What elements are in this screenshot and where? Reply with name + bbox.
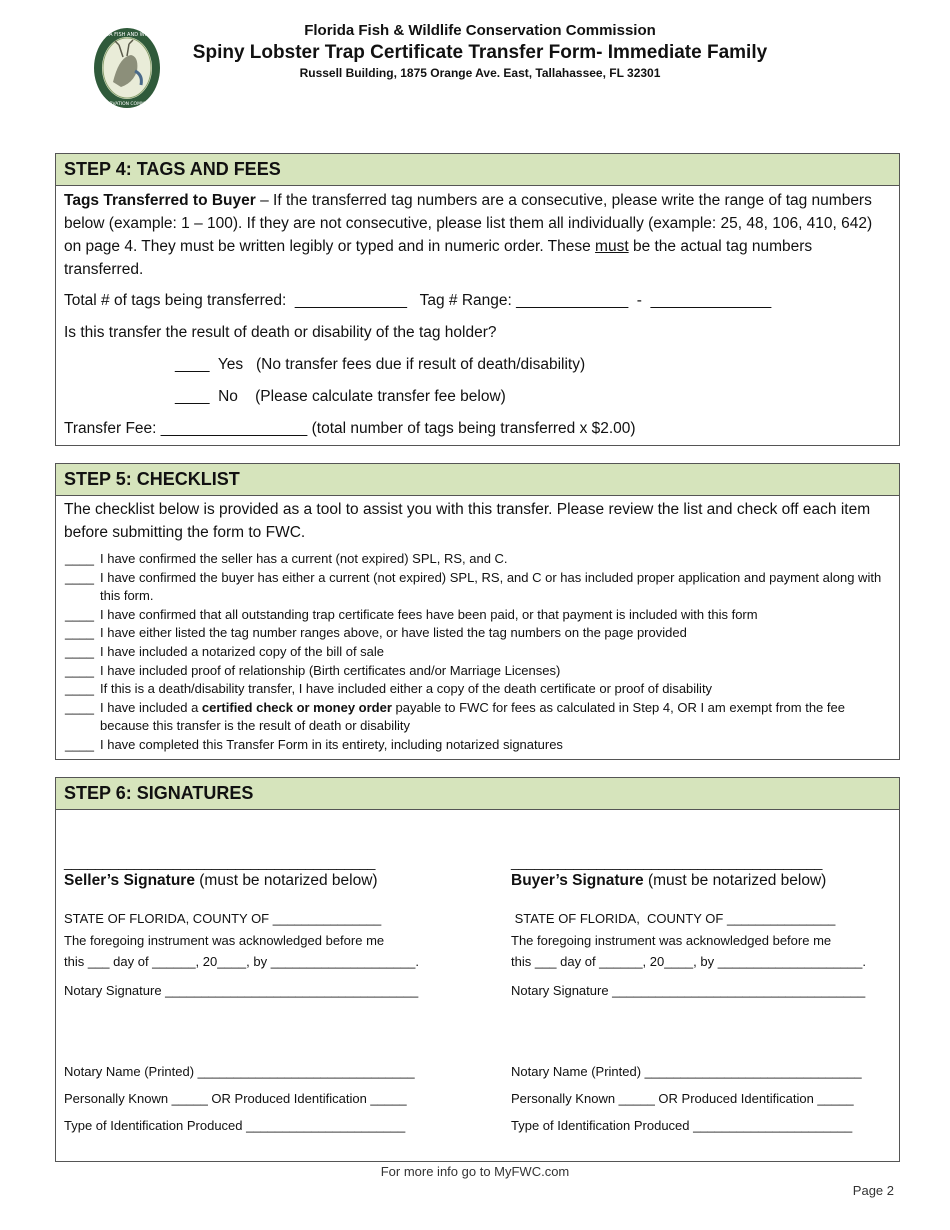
step6-heading: STEP 6: SIGNATURES	[56, 778, 899, 810]
form-header	[0, 22, 950, 80]
buyer-acknowledgement: The foregoing instrument was acknowledged before me	[511, 932, 832, 948]
checklist-item[interactable]: ____ If this is a death/disability transfer, I have included either a copy of the death certificate or proof of disability	[65, 681, 713, 697]
checklist-intro: The checklist below is provided as a tool to assist you with this transfer. Please review the list and check off each item before submitting the form to FWC.	[64, 501, 871, 541]
seller-id-type[interactable]: Type of Identification Produced ______________________	[64, 1117, 406, 1133]
seller-acknowledgement: The foregoing instrument was acknowledged before me	[64, 932, 385, 948]
svg-text:CONSERVATION COMMISSION: CONSERVATION COMMISSION	[93, 102, 161, 107]
buyer-notary-name[interactable]: Notary Name (Printed) ______________________________	[511, 1063, 862, 1079]
step5-heading: STEP 5: CHECKLIST	[56, 464, 899, 496]
footer-info: For more info go to MyFWC.com	[380, 1164, 570, 1179]
checklist-item[interactable]: ____ I have included a notarized copy of the bill of sale	[65, 643, 385, 659]
org-address: Russell Building, 1875 Orange Ave. East, Tallahassee, FL 32301	[299, 66, 661, 80]
form-title: Spiny Lobster Trap Certificate Transfer Form- Immediate Family	[192, 42, 768, 63]
no-option[interactable]: ____ No (Please calculate transfer fee below)	[175, 388, 506, 405]
seller-signature-line[interactable]: ________________________________________	[64, 854, 376, 870]
step4-section	[55, 153, 900, 446]
seller-notary-name[interactable]: Notary Name (Printed) ______________________________	[64, 1063, 415, 1079]
buyer-identification[interactable]: Personally Known _____ OR Produced Identification _____	[511, 1090, 854, 1106]
svg-text:FLORIDA FISH AND WILDLIFE: FLORIDA FISH AND WILDLIFE	[93, 32, 161, 38]
buyer-signature-label: Buyer’s Signature (must be notarized below)	[511, 872, 827, 889]
total-tags-field[interactable]: Total # of tags being transferred: _____________ Tag # Range: _____________ - ______________	[64, 292, 772, 309]
step4-heading: STEP 4: TAGS AND FEES	[56, 154, 899, 186]
seller-signature-block	[64, 816, 464, 1133]
seller-notary-signature[interactable]: Notary Signature ___________________________________	[64, 982, 419, 998]
buyer-notary-signature[interactable]: Notary Signature ___________________________________	[511, 982, 866, 998]
checklist-item[interactable]: ____ I have either listed the tag number ranges above, or have listed the tag numbers on the page provided	[65, 625, 687, 641]
seller-identification[interactable]: Personally Known _____ OR Produced Identification _____	[64, 1090, 407, 1106]
step6-section	[55, 777, 900, 1162]
yes-option[interactable]: ____ Yes (No transfer fees due if result of death/disability)	[175, 356, 586, 373]
buyer-id-type[interactable]: Type of Identification Produced ______________________	[511, 1117, 853, 1133]
checklist-item[interactable]: ____ I have completed this Transfer Form in its entirety, including notarized signatures	[65, 736, 563, 752]
buyer-date-field[interactable]: this ___ day of ______, 20____, by ____________________.	[511, 954, 866, 969]
seller-date-field[interactable]: this ___ day of ______, 20____, by ____________________.	[64, 954, 419, 969]
step4-instructions: Tags Transferred to Buyer – If the transferred tag numbers are a consecutive, please write the range of tag numbers below (example: 1 – 100). If they are not consecutive, please list them all individually (example: 25, 48, 106, 410, 642) on page 4. They must be written legibly or typed and in numeric order. These must be the actual tag numbers transferred.	[64, 192, 873, 278]
checklist-item[interactable]: ____ I have confirmed the seller has a current (not expired) SPL, RS, and C.	[65, 551, 508, 566]
checklist-item[interactable]: ____ I have confirmed the buyer has either a current (not expired) SPL, RS, and C or has included proper application and payment along with this form.	[65, 569, 882, 604]
seller-county-field[interactable]: STATE OF FLORIDA, COUNTY OF _______________	[64, 911, 382, 926]
page-number: Page 2	[852, 1183, 894, 1198]
seller-signature-label: Seller’s Signature (must be notarized below)	[64, 872, 378, 889]
step5-section	[55, 463, 900, 760]
checklist-item[interactable]: ____ I have included a certified check or money order payable to FWC for fees as calculated in Step 4, OR I am exempt from the fee because this transfer is the result of death or disability	[65, 699, 845, 734]
buyer-signature-line[interactable]: ________________________________________	[511, 854, 823, 870]
transfer-fee-field[interactable]: Transfer Fee: _________________ (total number of tags being transferred x $2.00)	[64, 420, 636, 437]
death-disability-question: Is this transfer the result of death or disability of the tag holder?	[64, 324, 497, 341]
buyer-signature-block	[511, 816, 911, 1133]
checklist-item[interactable]: ____ I have included proof of relationship (Birth certificates and/or Marriage Licenses)	[65, 662, 561, 678]
checklist-item[interactable]: ____ I have confirmed that all outstanding trap certificate fees have been paid, or that payment is included with this form	[65, 606, 758, 622]
buyer-county-field[interactable]: STATE OF FLORIDA, COUNTY OF _______________	[511, 911, 836, 926]
org-name: Florida Fish & Wildlife Conservation Commission	[304, 22, 656, 39]
